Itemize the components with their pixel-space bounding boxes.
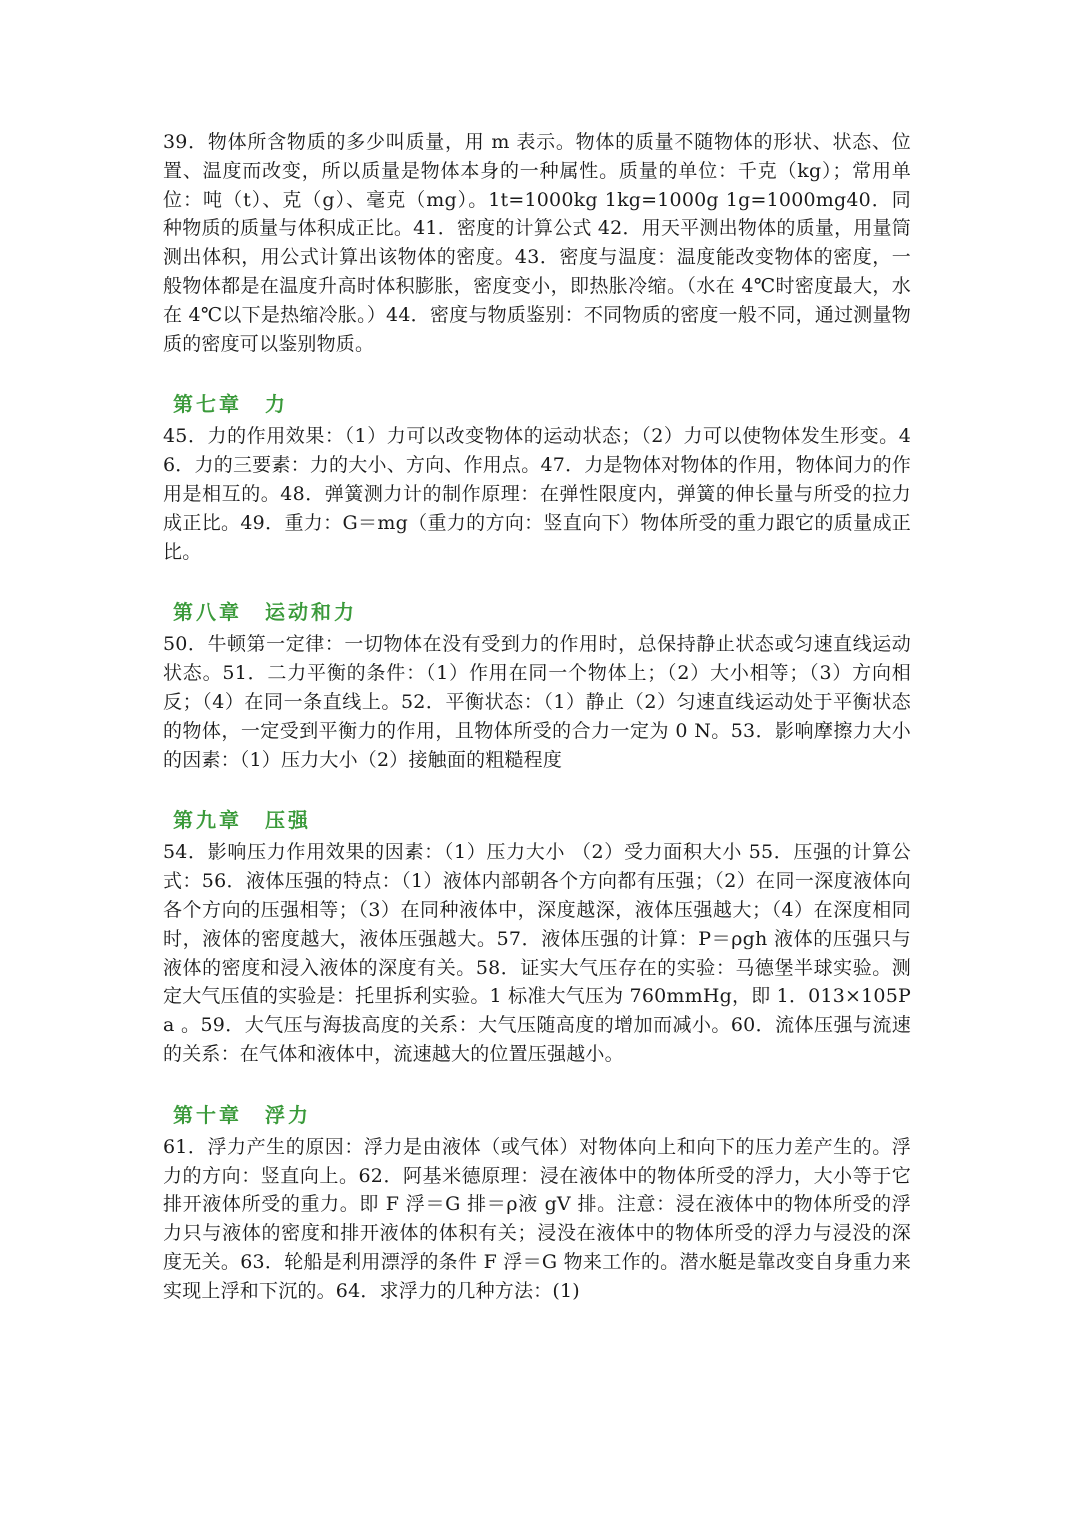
document-page xyxy=(163,128,911,1306)
intro-paragraph: 39．物体所含物质的多少叫质量，用 m 表示。物体的质量不随物体的形状、状态、位置、温度而改变，所以质量是物体本身的一种属性。质量的单位：千克（kg）；常用单位：吨（t）、克（g）、毫克（mg）。1t=1000kg 1kg=1000g 1g=1000mg40．同种物质的质量与体积成正比。41．密度的计算公式 42．用天平测出物体的质量，用量筒测出体积，用公式计算出该物体的密度。43．密度与温度：温度能改变物体的密度，一般物体都是在温度升高时体积膨胀，密度变小，即热胀冷缩。（水在 4℃时密度最大，水在 4℃以下是热缩冷胀。）44．密度与物质鉴别：不同物质的密度一般不同，通过测量物质的密度可以鉴别物质。 xyxy=(163,131,911,355)
chapter-9-paragraph: 54．影响压力作用效果的因素：（1）压力大小 （2）受力面积大小 55．压强的计算公式：56．液体压强的特点：（1）液体内部朝各个方向都有压强；（2）在同一深度液体向各个方向的压强相等；（3）在同种液体中，深度越深，液体压强越大；（4）在深度相同时，液体的密度越大，液体压强越大。57．液体压强的计算：P＝ρgh 液体的压强只与液体的密度和浸入液体的深度有关。58．证实大气压存在的实验：马德堡半球实验。测定大气压值的实验是：托里拆利实验。1 标准大气压为 760mmHg，即 1．013×105Pa 。59．大气压与海拔高度的关系：大气压随高度的增加而减小。60．流体压强与流速的关系：在气体和液体中，流速越大的位置压强越小。 xyxy=(163,841,911,1065)
chapter-7-heading: 第七章 力 xyxy=(173,392,288,417)
chapter-7-paragraph: 45．力的作用效果：（1）力可以改变物体的运动状态；（2）力可以使物体发生形变。46．力的三要素：力的大小、方向、作用点。47．力是物体对物体的作用，物体间力的作用是相互的。48．弹簧测力计的制作原理：在弹性限度内，弹簧的伸长量与所受的拉力成正比。49．重力：G＝mg（重力的方向：竖直向下）物体所受的重力跟它的质量成正比。 xyxy=(163,425,911,563)
chapter-8-paragraph: 50．牛顿第一定律：一切物体在没有受到力的作用时，总保持静止状态或匀速直线运动状态。51．二力平衡的条件：（1）作用在同一个物体上；（2）大小相等；（3）方向相反；（4）在同一条直线上。52．平衡状态：（1）静止（2）匀速直线运动处于平衡状态的物体，一定受到平衡力的作用，且物体所受的合力一定为 0 N。53．影响摩擦力大小的因素：（1）压力大小（2）接触面的粗糙程度 xyxy=(163,633,911,771)
chapter-9-heading: 第九章 压强 xyxy=(173,808,311,833)
chapter-8-heading: 第八章 运动和力 xyxy=(173,600,357,625)
chapter-10-heading: 第十章 浮力 xyxy=(173,1102,311,1127)
chapter-10-paragraph: 61．浮力产生的原因：浮力是由液体（或气体）对物体向上和向下的压力差产生的。浮力的方向：竖直向上。62．阿基米德原理：浸在液体中的物体所受的浮力，大小等于它排开液体所受的重力。即 F 浮＝G 排＝ρ液 gV 排。注意：浸在液体中的物体所受的浮力只与液体的密度和排开液体的体积有关；浸没在液体中的物体所受的浮力与浸没的深度无关。63．轮船是利用漂浮的条件 F 浮＝G 物来工作的。潜水艇是靠改变自身重力来实现上浮和下沉的。64．求浮力的几种方法：(1) xyxy=(163,1135,911,1302)
